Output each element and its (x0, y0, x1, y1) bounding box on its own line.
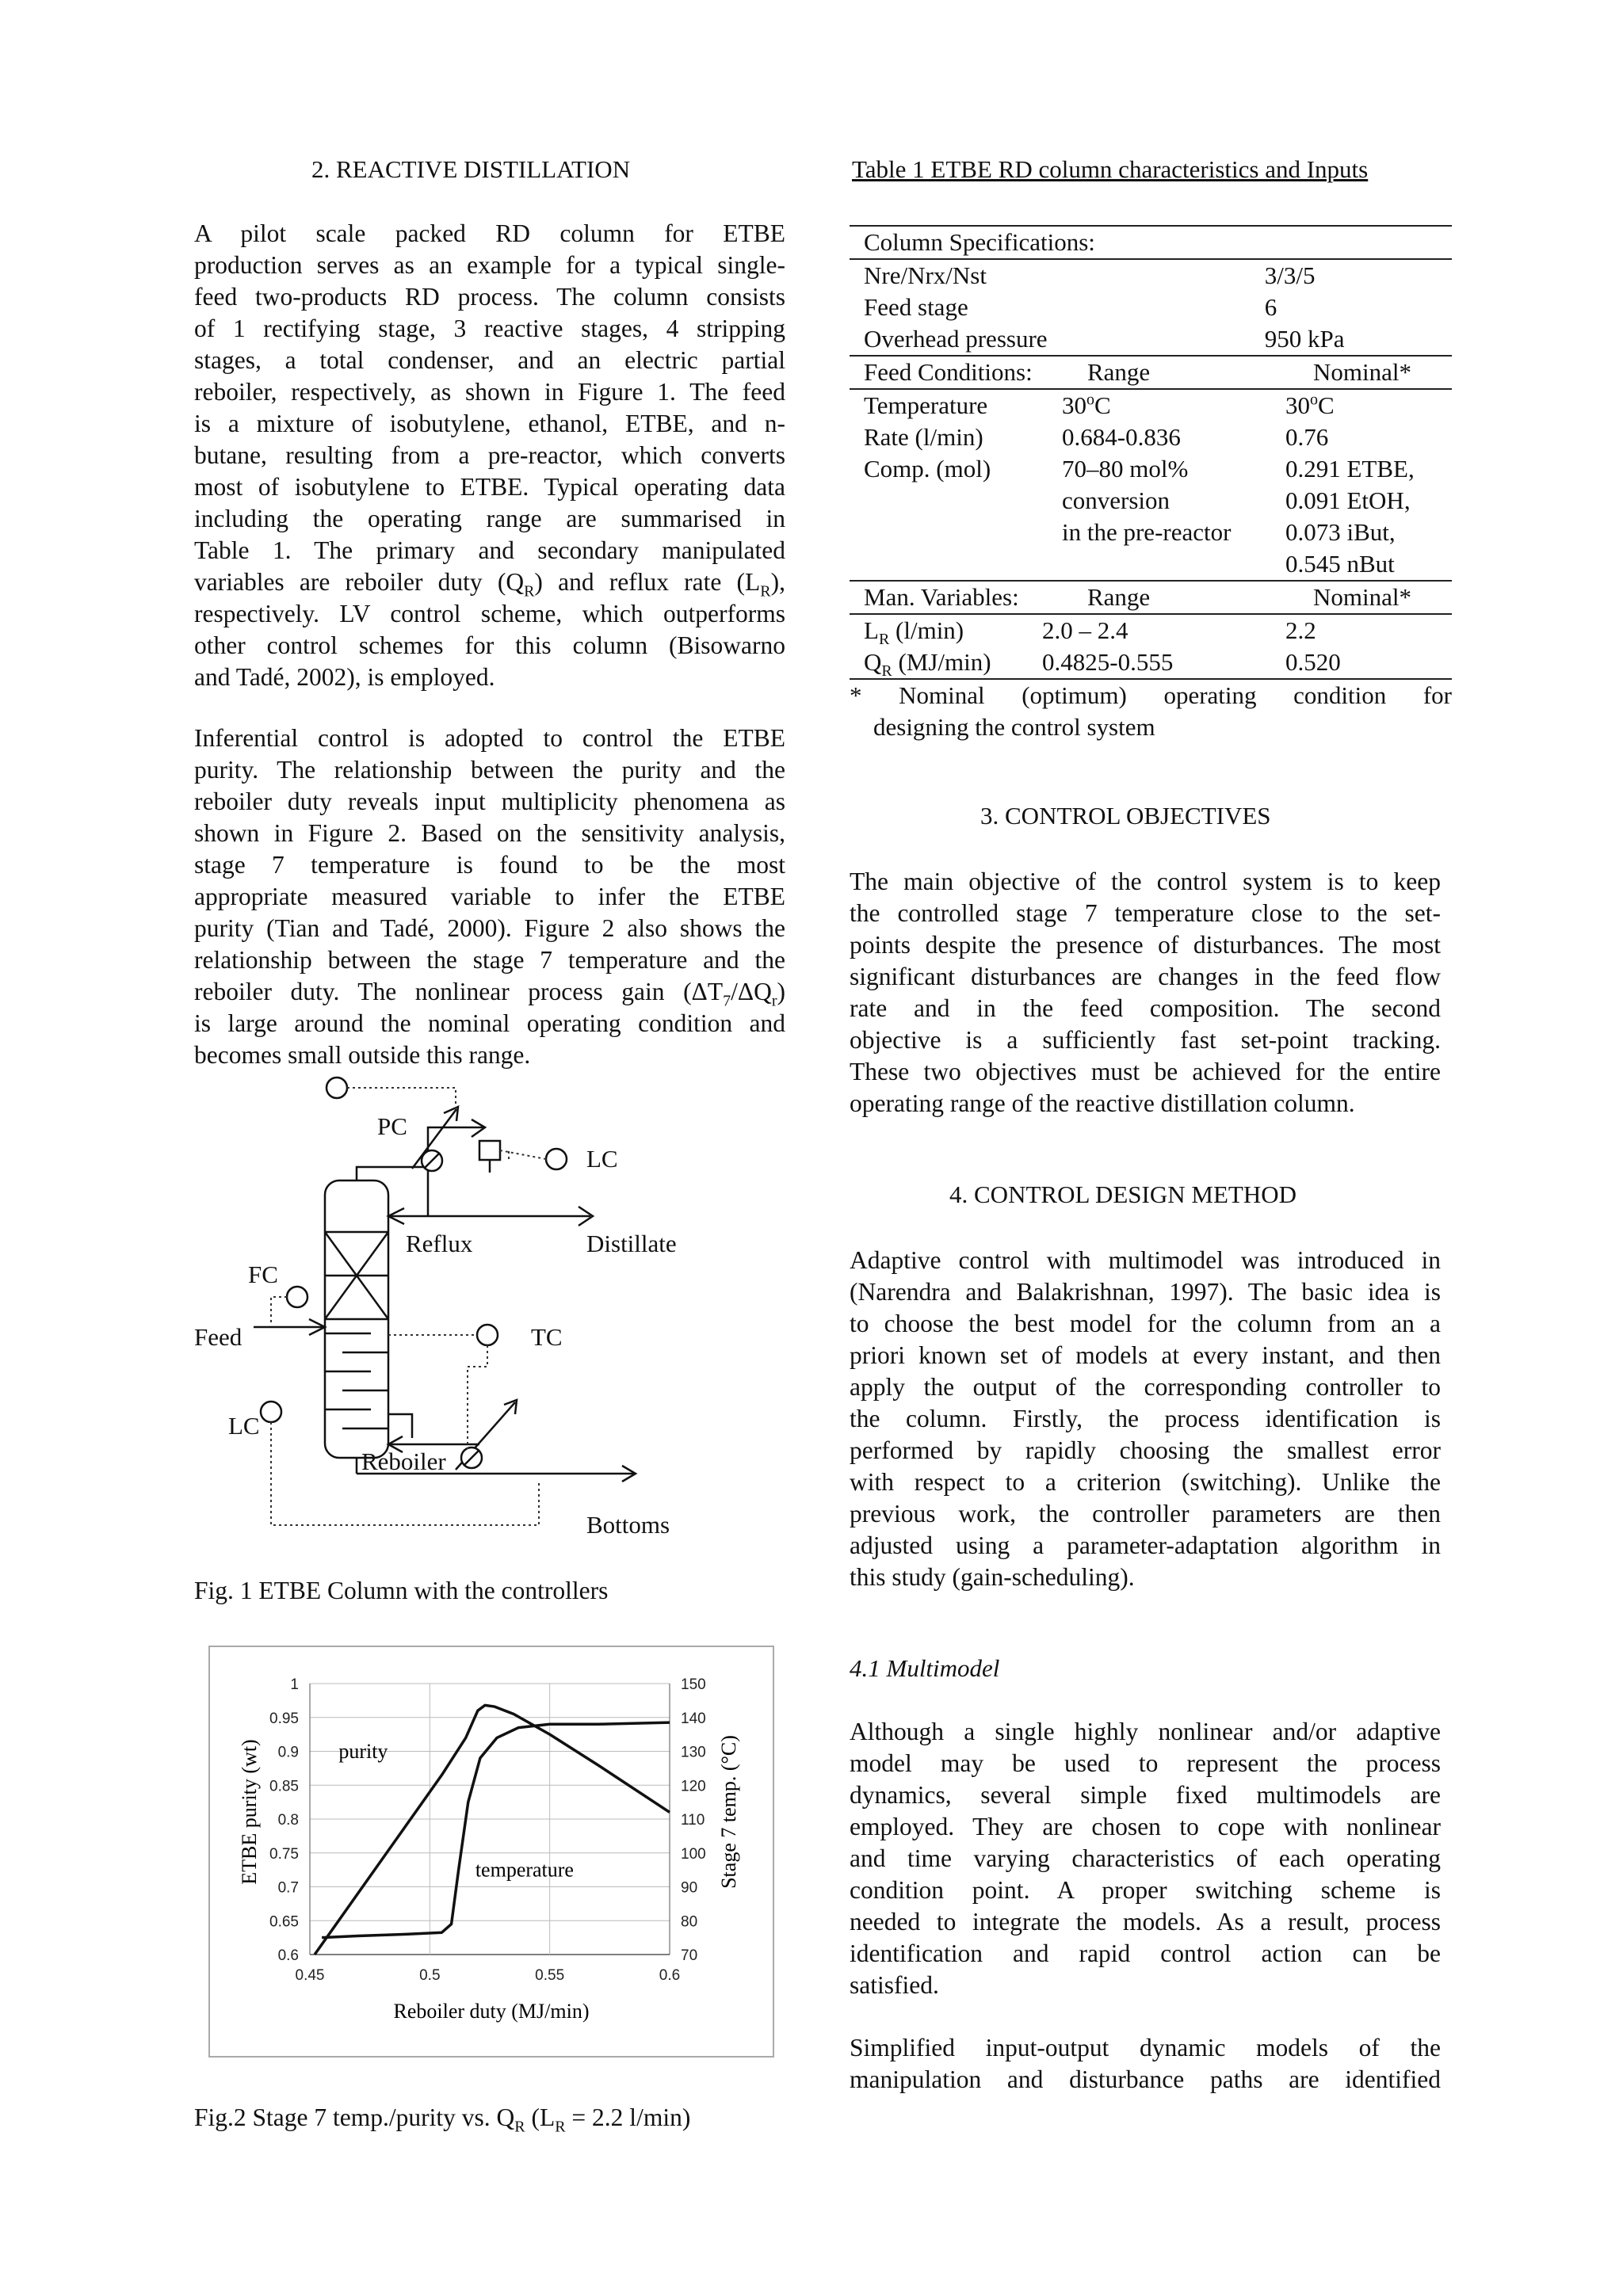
para1-line-12: variables are reboiler duty $(Q_R)$ and reflux rate $(L_R)$, (194, 568, 785, 601)
column-specs-header: Column Specifications: (864, 228, 1095, 256)
text-line: The main objective of the control system is to keep (850, 868, 1441, 895)
y-right-tick-label: 120 (681, 1778, 706, 1795)
text-line: needed to integrate the models. As a result, process (850, 1908, 1441, 1936)
section-2-heading: 2. REACTIVE DISTILLATION (311, 155, 631, 183)
y-left-tick-label: 0.65 (269, 1913, 299, 1931)
y-left-tick-label: 0.8 (277, 1812, 299, 1829)
spec-key: Nre/Nrx/Nst (864, 261, 987, 289)
text-line: of 1 rectifying stage, 3 reactive stages, 4 stripping (194, 315, 785, 342)
text-line: apply the output of the corresponding controller to (850, 1373, 1441, 1401)
tc-controller (477, 1325, 498, 1345)
section-4-1-paragraph (850, 1716, 1441, 2001)
y-right-tick-label: 150 (681, 1676, 706, 1693)
y-right-tick-label: 140 (681, 1710, 706, 1727)
spec-value: 3/3/5 (1264, 261, 1316, 289)
man-variable-row: $L_R$ (l/min) 2.0 – 2.4 2.2 (864, 616, 1316, 649)
y-left-tick-label: 1 (290, 1676, 299, 1693)
text-line: condition point. A proper switching scheme is (850, 1876, 1441, 1904)
text-line: Adaptive control with multimodel was introduced in (850, 1246, 1441, 1274)
x-tick-label: 0.6 (659, 1967, 681, 1984)
text-line: These two objectives must be achieved for the entire (850, 1058, 1441, 1085)
text-line: this study (gain-scheduling). (850, 1563, 1135, 1591)
text-line: stages, a total condenser, and an electric partial (194, 346, 785, 374)
feed-row: Temperature 30$^o$C 30$^o$C (864, 391, 1335, 419)
text-line: (Narendra and Balakrishnan, 1997). The basic idea is (850, 1278, 1441, 1306)
feed-row: in the pre-reactor 0.073 iBut, (1062, 518, 1396, 546)
fig1-column-diagram (190, 1066, 745, 1557)
feed-row: 0.545 nBut (1285, 550, 1395, 578)
y-left-tick-label: 0.6 (277, 1947, 299, 1964)
label-fc: FC (248, 1261, 278, 1288)
text-line: with respect to a criterion (switching). Unlike the (850, 1468, 1441, 1496)
spec-key: Overhead pressure (864, 325, 1048, 353)
text-line: identification and rapid control action can be (850, 1939, 1441, 1967)
text-line: is large around the nominal operating condition and (194, 1009, 785, 1037)
feed-row: Comp. (mol) 70–80 mol% 0.291 ETBE, (864, 455, 1415, 482)
para2-line-9: reboiler duty. The nonlinear process gain $(\Delta T_7/\Delta Q_r)$ (194, 978, 785, 1010)
text-line: is a mixture of isobutylene, ethanol, ETBE, and n- (194, 410, 785, 437)
man-variable-row: $Q_R$ (MJ/min) 0.4825-0.555 0.520 (864, 648, 1341, 681)
text-line: production serves as an example for a typical single- (194, 251, 785, 279)
text-line: significant disturbances are changes in the feed flow (850, 963, 1441, 990)
series-label-purity: purity (338, 1740, 388, 1764)
text-line: points despite the presence of disturbances. The most (850, 931, 1441, 959)
label-pc: PC (377, 1112, 407, 1140)
text-line: rate and in the feed composition. The second (850, 994, 1441, 1022)
text-line: satisfied. (850, 1971, 939, 1999)
text-line: including the operating range are summarised in (194, 505, 785, 532)
text-line: Table 1. The primary and secondary manipulated (194, 536, 785, 564)
text-line: manipulation and disturbance paths are identified (850, 2065, 1441, 2093)
text-line: stage 7 temperature is found to be the most (194, 851, 785, 879)
x-tick-label: 0.45 (295, 1967, 325, 1984)
section-2-paragraph-1 (194, 218, 785, 693)
text-line: Simplified input-output dynamic models of the (850, 2034, 1441, 2061)
table1-footnote: * Nominal (optimum) operating condition for (850, 681, 1452, 709)
text-line: the controlled stage 7 temperature close to the set- (850, 899, 1441, 927)
text-line: purity (Tian and Tadé, 2000). Figure 2 also shows the (194, 914, 785, 942)
x-tick-label: 0.5 (419, 1967, 441, 1984)
y-left-tick-label: 0.95 (269, 1710, 299, 1727)
table1-footnote-2: designing the control system (873, 713, 1155, 741)
text-line: relationship between the stage 7 temperature and the (194, 946, 785, 974)
lc-top-controller (546, 1149, 567, 1169)
feed-conditions-header: Feed Conditions: Range Nominal* (864, 358, 1411, 386)
text-line: Although a single highly nonlinear and/or adaptive (850, 1718, 1441, 1745)
y-right-tick-label: 130 (681, 1744, 706, 1761)
feed-conditions-rows (850, 390, 1452, 580)
man-variables-header: Man. Variables: Range Nominal* (864, 583, 1411, 611)
section-4-1-heading: 4.1 Multimodel (850, 1654, 1000, 1682)
text-line: previous work, the controller parameters are then (850, 1500, 1441, 1527)
x-tick-label: 0.55 (535, 1967, 565, 1984)
y-right-tick-label: 110 (681, 1812, 705, 1829)
y-right-tick-label: 80 (681, 1913, 698, 1931)
label-feed: Feed (194, 1323, 242, 1351)
text-line: performed by rapidly choosing the smallest error (850, 1436, 1441, 1464)
table1 (850, 225, 1452, 743)
text-line: and time varying characteristics of each operating (850, 1844, 1441, 1872)
text-line: to choose the best model for the column from an a (850, 1310, 1441, 1337)
fig2-caption: Fig.2 Stage 7 temp./purity vs. $Q_R$ ($L_R = 2.2$ l/min) (194, 2103, 691, 2136)
text-line: purity. The relationship between the purity and the (194, 756, 785, 784)
text-line: feed two-products RD process. The column consists (194, 283, 785, 311)
label-reflux: Reflux (406, 1230, 473, 1257)
pc-controller (327, 1077, 347, 1098)
text-line: the column. Firstly, the process identification is (850, 1405, 1441, 1432)
section-4-heading: 4. CONTROL DESIGN METHOD (949, 1180, 1296, 1208)
spec-value: 950 kPa (1264, 325, 1345, 353)
feed-row: conversion 0.091 EtOH, (1062, 486, 1411, 514)
man-variables-rows (850, 615, 1452, 681)
text-line: objective is a sufficiently fast set-point tracking. (850, 1026, 1441, 1054)
series-label-temperature: temperature (475, 1858, 574, 1882)
y-left-tick-label: 0.9 (277, 1744, 299, 1761)
lc-bottom-controller (261, 1402, 281, 1422)
x-axis-label: Reboiler duty (MJ/min) (393, 2000, 590, 2023)
fig2-chart (208, 1646, 774, 2058)
y-right-tick-label: 100 (681, 1845, 706, 1863)
text-line: and Tadé, 2002), is employed. (194, 663, 495, 691)
y-right-tick-label: 90 (681, 1879, 698, 1897)
label-distillate: Distillate (586, 1230, 677, 1257)
section-2-paragraph-2 (194, 723, 785, 1071)
fig1-caption: Fig. 1 ETBE Column with the controllers (194, 1577, 609, 1604)
label-lc-bottom: LC (228, 1412, 260, 1440)
fc-controller (287, 1287, 307, 1307)
feed-row: Rate (l/min) 0.684-0.836 0.76 (864, 423, 1329, 451)
text-line: other control schemes for this column (Bisowarno (194, 631, 785, 659)
spec-value: 6 (1264, 293, 1277, 321)
label-lc-top: LC (586, 1145, 618, 1173)
y-left-tick-label: 0.7 (277, 1879, 299, 1897)
text-line: shown in Figure 2. Based on the sensitivity analysis, (194, 819, 785, 847)
text-line: operating range of the reactive distillation column. (850, 1089, 1355, 1117)
table1-title: Table 1 ETBE RD column characteristics and Inputs (852, 155, 1369, 183)
section-3-heading: 3. CONTROL OBJECTIVES (980, 802, 1271, 830)
text-line: model may be used to represent the process (850, 1749, 1441, 1777)
text-line: adjusted using a parameter-adaptation algorithm in (850, 1531, 1441, 1559)
label-reboiler: Reboiler (361, 1447, 446, 1475)
section-4-paragraph (850, 1245, 1441, 1593)
text-line: dynamics, several simple fixed multimodels are (850, 1781, 1441, 1809)
text-line: reboiler, respectively, as shown in Figure 1. The feed (194, 378, 785, 406)
text-line: butane, resulting from a pre-reactor, which converts (194, 441, 785, 469)
y-left-tick-label: 0.85 (269, 1778, 299, 1795)
label-tc: TC (531, 1323, 563, 1351)
y-axis-label-left: ETBE purity (wt) (238, 1739, 261, 1885)
y-axis-label-right: Stage 7 temp. (°C) (717, 1735, 740, 1889)
spec-key: Feed stage (864, 293, 968, 321)
text-line: appropriate measured variable to infer the ETBE (194, 883, 785, 910)
text-line: most of isobutylene to ETBE. Typical operating data (194, 473, 785, 501)
text-line: becomes small outside this range. (194, 1041, 531, 1069)
text-line: respectively. LV control scheme, which outperforms (194, 600, 785, 627)
section-4-1-paragraph-2 (850, 2032, 1441, 2096)
text-line: employed. They are chosen to cope with nonlinear (850, 1813, 1441, 1840)
y-left-tick-label: 0.75 (269, 1845, 299, 1863)
text-line: Inferential control is adopted to control the ETBE (194, 724, 785, 752)
text-line: A pilot scale packed RD column for ETBE (194, 219, 785, 247)
section-3-paragraph (850, 866, 1441, 1119)
label-bottoms: Bottoms (586, 1511, 670, 1539)
text-line: reboiler duty reveals input multiplicity phenomena as (194, 788, 785, 815)
text-line: priori known set of models at every instant, and then (850, 1341, 1441, 1369)
y-right-tick-label: 70 (681, 1947, 698, 1964)
